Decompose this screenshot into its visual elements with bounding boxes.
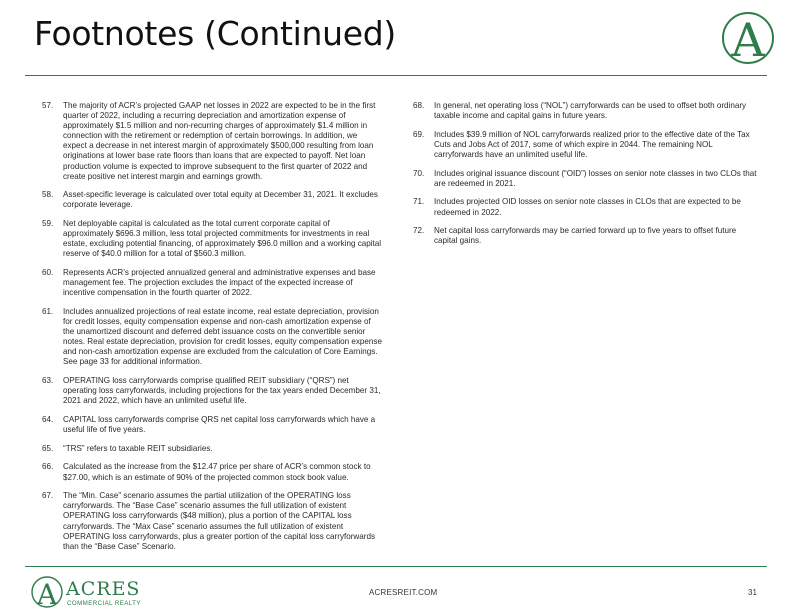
footer-logo-monogram: A [36,578,58,610]
footnote-number: 72. [413,226,425,236]
footnote-number: 65. [42,443,54,453]
footnote-text: Calculated as the increase from the $12.47 price per share of ACR’s common stock to $27.00, which is an estimate of 90% of the projected common stock book value. [63,462,371,482]
page-number: 31 [748,588,757,597]
footnote-item [413,197,758,217]
footnote-text: Includes annualized projections of real estate income, real estate depreciation, provision for credit losses, equity compensation expense and non-cash amortization expense of the unamortized discount and deferred debt issuance costs on the convertible senior notes. Real estate depreciation, provision for credit losses, equity compensation expense and non-cash amortization expense are excluded from the calculation of Core Earnings. See page 33 for additional information. [63,306,382,367]
footer-logo-tagline: COMMERCIAL REALTY [67,600,141,607]
footnote-text: Net capital loss carryforwards may be carried forward up to five years to offset future capital gains. [434,226,737,246]
footnote-number: 71. [413,197,425,207]
footnote-text: The “Min. Case” scenario assumes the partial utilization of the OPERATING loss carryforwards. The “Base Case” scenario assumes the full utilization of existent OPERATING loss carryforwards ($48 million), plus a portion of the CAPITAL loss carryforwards. The “Max Case” scenario assumes the full utilization of existent OPERATING loss carryforwards, plus a greater portion of the capital loss carryforwards than the “Base Case” Scenario. [63,491,376,551]
footer-divider [25,566,767,567]
footnote-item [413,226,758,246]
footnote-text: In general, net operating loss (“NOL”) carryforwards can be used to offset both ordinary taxable income and capital gains in future years. [434,101,747,121]
footnote-number: 63. [42,376,54,386]
footnote-number: 68. [413,101,425,110]
footnote-text: OPERATING loss carryforwards comprise qualified REIT subsidiary (“QRS”) net operating loss carryforwards, including projections for the tax years ended December 31, 2021 and 2022, which have an unlimited useful life. [63,376,381,406]
header-divider [25,75,767,76]
footnote-number: 58. [42,190,54,200]
footnote-text: The majority of ACR’s projected GAAP net losses in 2022 are expected to be in the first quarter of 2022, including a recurring depreciation and amortization expense of approximately $1.5 million and non-recurring charges of approximately $1.4 million in connection with the retirement or redemption of certain borrowings. In addition, we expect a decrease in net interest margin of approximately $500,000 resulting from loan originations at lower base rate floors than loans that are expected to payoff. Net loan production volume is expected to improve subsequent to the first quarter of 2022 and create positive net interest margin and earnings growth. [63,101,376,181]
footnote-item [42,307,382,368]
footnote-text: “TRS” refers to taxable REIT subsidiaries. [63,443,213,453]
footnote-item [42,268,382,298]
footnote-number: 69. [413,129,425,139]
logo-monogram-letter: A [731,13,765,67]
footnote-number: 70. [413,168,425,178]
footnote-number: 66. [42,462,54,472]
footnote-number: 64. [42,415,54,424]
footnote-number: 61. [42,306,54,316]
footnote-number: 67. [42,491,54,501]
footnote-text: Includes projected OID losses on senior note classes in CLOs that are expected to be redeemed in 2022. [434,197,741,217]
footnote-text: CAPITAL loss carryforwards comprise QRS net capital loss carryforwards which have a useful life of five years. [63,415,376,435]
footnote-item [42,491,382,552]
footnotes-left-column [42,101,382,560]
footnote-item [42,462,382,482]
footnote-item [42,190,382,210]
footnote-text: Includes $39.9 million of NOL carryforwards realized prior to the effective date of the Tax Cuts and Jobs Act of 2017, some of which expire in 2044. The remaining NOL carryforwards have an unlimited useful life. [434,129,750,159]
page-title: Footnotes (Continued) [34,14,396,53]
footnote-item [42,415,382,435]
footnote-item [42,376,382,406]
footnote-number: 59. [42,219,54,229]
acres-footer-logo [30,574,170,610]
acres-monogram-logo [717,8,777,68]
footnote-item [42,444,382,454]
footnote-item [42,219,382,259]
footnote-number: 60. [42,268,54,278]
footnote-item [42,101,382,182]
footnote-text: Represents ACR’s projected annualized general and administrative expenses and base management fee. The projection excludes the impact of the expected increase of incentive compensation in the fourth quarter of 2022. [63,268,376,298]
footnote-item [413,130,758,160]
footnote-number: 57. [42,101,54,110]
footer-website-link[interactable]: ACRESREIT.COM [369,588,438,597]
footnote-text: Net deployable capital is calculated as the total current corporate capital of approximately $696.3 million, less total projected commitments for investments in real estate, excluding potential financing, of approximately $96.0 million and a working capital reserve of $40.0 million for a total of $560.3 million. [63,219,382,259]
footnote-item [413,169,758,189]
footnote-text: Asset-specific leverage is calculated over total equity at December 31, 2021. It excludes corporate leverage. [63,190,378,210]
footnote-item [413,101,758,121]
footnote-text: Includes original issuance discount (“OID”) losses on senior note classes in two CLOs that are redeemed in 2021. [434,168,757,188]
footer-logo-company: ACRES [66,578,141,600]
footnotes-right-column [413,101,758,255]
